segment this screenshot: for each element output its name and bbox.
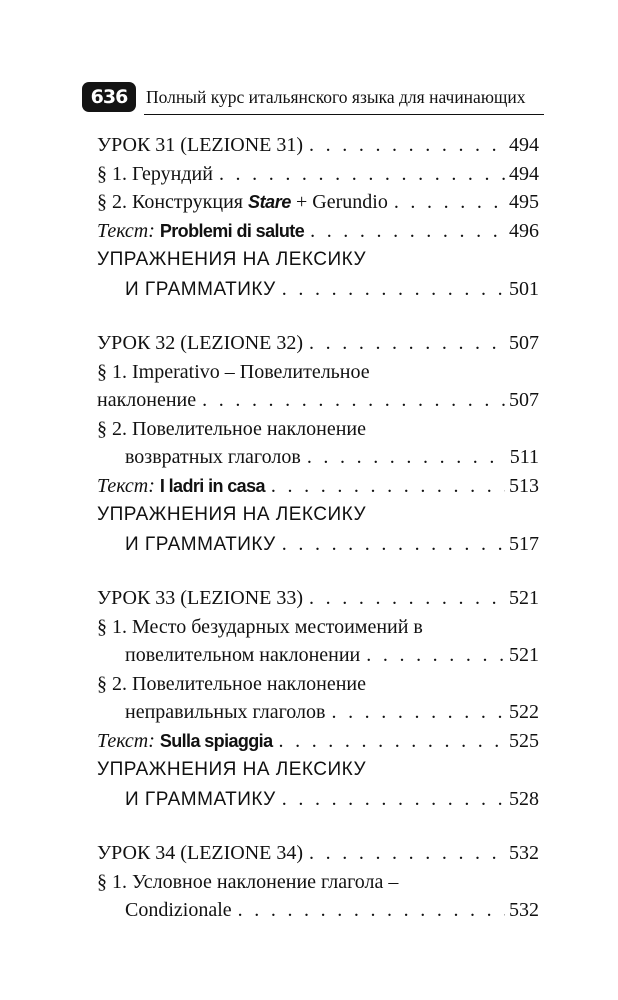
dot-leader (219, 160, 505, 189)
dot-leader (309, 839, 505, 868)
entry-title: УРОК 33 (LEZIONE 33) (97, 587, 304, 609)
toc-entry-section[interactable] (97, 160, 539, 189)
dot-leader (331, 698, 505, 727)
text-title: I ladri in casa (159, 475, 265, 496)
dot-leader (307, 443, 506, 472)
entry-title: возвратных глаголов (125, 446, 301, 468)
entry-title: Condizionale (125, 899, 232, 921)
dot-leader (238, 896, 505, 925)
entry-page: 496 (509, 219, 539, 242)
entry-title: § 1. Условное наклонение глагола – (97, 870, 399, 893)
entry-title: И ГРАММАТИКУ (125, 278, 276, 300)
toc-lesson-33 (97, 584, 539, 814)
toc-entry-section-line2[interactable] (97, 443, 539, 472)
toc-entry-exercises-line1[interactable] (97, 245, 539, 275)
toc-entry-section[interactable] (97, 188, 539, 217)
toc-lesson-34 (97, 839, 539, 925)
entry-title: И ГРАММАТИКУ (125, 788, 276, 810)
entry-page: 522 (509, 701, 539, 723)
entry-title (97, 217, 304, 246)
entry-page: 525 (509, 729, 539, 752)
toc-entry-text[interactable] (97, 217, 539, 246)
toc-lesson-32 (97, 329, 539, 559)
entry-title-suffix: + Gerundio (291, 191, 388, 213)
entry-page: 507 (509, 389, 539, 411)
toc-entry-lesson-title[interactable] (97, 131, 539, 160)
toc-entry-exercises-line1[interactable] (97, 500, 539, 530)
dot-leader (202, 386, 505, 415)
entry-title: УРОК 32 (LEZIONE 32) (97, 332, 304, 354)
entry-title: УПРАЖНЕНИЯ НА ЛЕКСИКУ (97, 249, 367, 270)
toc-entry-section-line1[interactable] (97, 358, 539, 387)
toc-entry-text[interactable] (97, 472, 539, 501)
dot-leader (282, 530, 505, 559)
dot-leader (279, 727, 506, 756)
entry-page: 517 (509, 532, 539, 555)
toc-entry-text[interactable] (97, 727, 539, 756)
toc-entry-section-line2[interactable] (97, 896, 539, 925)
entry-title: УПРАЖНЕНИЯ НА ЛЕКСИКУ (97, 504, 367, 525)
entry-title: § 1. Место безударных местоимений в (97, 615, 423, 638)
toc-entry-exercises-line2[interactable] (97, 785, 539, 815)
dot-leader (394, 188, 505, 217)
dot-leader (366, 641, 505, 670)
entry-page: 521 (509, 587, 539, 609)
toc-entry-section-line2[interactable] (97, 641, 539, 670)
entry-title (97, 472, 265, 501)
dot-leader (309, 584, 505, 613)
entry-page: 521 (509, 644, 539, 666)
entry-page: 495 (509, 191, 539, 213)
entry-page: 513 (509, 474, 539, 497)
dot-leader (309, 329, 505, 358)
entry-title: повелительном наклонении (125, 644, 361, 666)
toc-entry-exercises-line2[interactable] (97, 530, 539, 560)
entry-page: 494 (509, 162, 539, 185)
toc-entry-lesson-title[interactable] (97, 584, 539, 613)
toc-entry-section-line1[interactable] (97, 868, 539, 897)
text-title: Problemi di salute (159, 220, 305, 241)
entry-title: И ГРАММАТИКУ (125, 533, 276, 555)
toc-lesson-31 (97, 131, 539, 304)
entry-page: 528 (509, 787, 539, 810)
entry-page: 507 (509, 332, 539, 354)
toc-entry-exercises-line2[interactable] (97, 275, 539, 305)
entry-page: 501 (509, 277, 539, 300)
header-rule (144, 114, 544, 115)
text-label: Текст: (97, 219, 155, 242)
entry-title: § 1. Герундий (97, 162, 213, 185)
entry-title-bold: Stare (247, 192, 291, 212)
text-label: Текст: (97, 729, 155, 752)
toc-entry-section-line1[interactable] (97, 415, 539, 444)
dot-leader (271, 472, 505, 501)
entry-page: 532 (509, 842, 539, 864)
running-header (82, 80, 544, 116)
toc-entry-lesson-title[interactable] (97, 839, 539, 868)
dot-leader (282, 785, 505, 814)
entry-title: УПРАЖНЕНИЯ НА ЛЕКСИКУ (97, 759, 367, 780)
entry-title-prefix: § 2. Конструкция (97, 191, 248, 213)
text-title: Sulla spiaggia (159, 730, 273, 751)
toc-entry-section-line2[interactable] (97, 386, 539, 415)
text-label: Текст: (97, 474, 155, 497)
toc-entry-lesson-title[interactable] (97, 329, 539, 358)
entry-title (97, 188, 388, 217)
entry-page: 532 (509, 899, 539, 921)
toc-entry-exercises-line1[interactable] (97, 755, 539, 785)
entry-page: 511 (509, 446, 539, 468)
entry-title: неправильных глаголов (125, 701, 326, 723)
entry-title: § 2. Повелительное наклонение (97, 417, 367, 440)
running-title: Полный курс итальянского языка для начинающих (146, 87, 526, 107)
toc-entry-section-line1[interactable] (97, 670, 539, 699)
entry-title: § 2. Повелительное наклонение (97, 672, 367, 695)
dot-leader (282, 275, 505, 304)
entry-page: 494 (509, 134, 539, 156)
toc-entry-section-line1[interactable] (97, 613, 539, 642)
entry-title: УРОК 34 (LEZIONE 34) (97, 842, 304, 864)
entry-title: наклонение (97, 389, 197, 411)
page-number-badge: 636 (82, 82, 136, 112)
dot-leader (309, 131, 505, 160)
entry-title: УРОК 31 (LEZIONE 31) (97, 134, 304, 156)
table-of-contents (97, 131, 539, 950)
entry-title (97, 727, 273, 756)
entry-title: § 1. Imperativo – Повелительное (97, 360, 370, 383)
dot-leader (310, 217, 505, 246)
toc-entry-section-line2[interactable] (97, 698, 539, 727)
